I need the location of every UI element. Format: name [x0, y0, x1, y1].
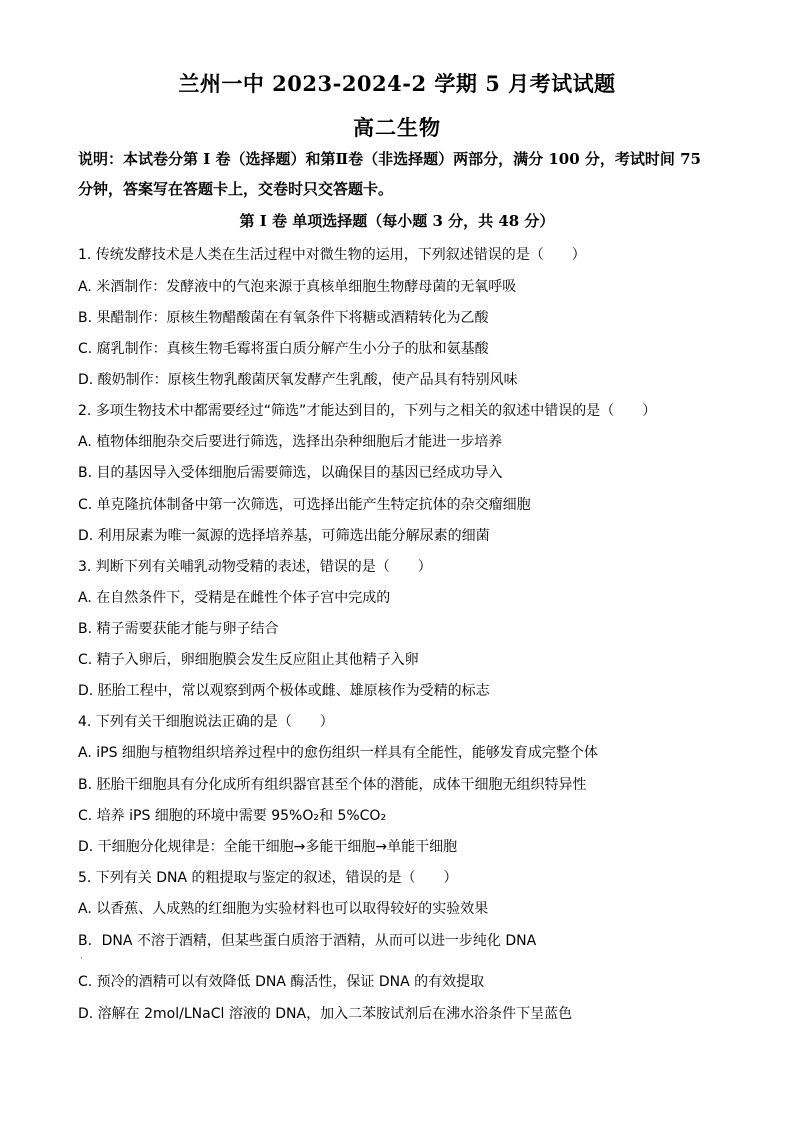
question-4-option-c: C. 培养 iPS 细胞的环境中需要 95%O₂和 5%CO₂: [78, 808, 387, 824]
question-4-option-d: D. 干细胞分化规律是：全能干细胞→多能干细胞→单能干细胞: [78, 839, 458, 855]
question-5-option-b: B．DNA 不溶于酒精，但某些蛋白质溶于酒精，从而可以进一步纯化 DNA: [78, 933, 537, 949]
instructions-line-1: 说明：本试卷分第 I 卷（选择题）和第Ⅱ卷（非选择题）两部分，满分 100 分，考试时间 75: [78, 150, 701, 168]
question-2-option-c: C. 单克隆抗体制备中第一次筛选，可选择出能产生特定抗体的杂交瘤细胞: [78, 497, 531, 513]
question-1-option-a: A. 米酒制作：发酵液中的气泡来源于真核单细胞生物酵母菌的无氧呼吸: [78, 279, 517, 295]
question-3-option-b: B. 精子需要获能才能与卵子结合: [78, 621, 279, 637]
question-3-option-d: D. 胚胎工程中，常以观察到两个极体或雌、雄原核作为受精的标志: [78, 683, 490, 699]
question-5-option-c: C. 预冷的酒精可以有效降低 DNA 酶活性，保证 DNA 的有效提取: [78, 974, 485, 990]
question-4-stem: 4. 下列有关干细胞说法正确的是（ ）: [78, 714, 334, 730]
question-1-option-b: B. 果醋制作：原核生物醋酸菌在有氧条件下将糖或酒精转化为乙酸: [78, 310, 489, 326]
question-2-option-b: B. 目的基因导入受体细胞后需要筛选，以确保目的基因已经成功导入: [78, 465, 503, 481]
question-2-option-a: A. 植物体细胞杂交后要进行筛选，选择出杂种细胞后才能进一步培养: [78, 434, 503, 450]
question-5-stem: 5. 下列有关 DNA 的粗提取与鉴定的叙述，错误的是（ ）: [78, 870, 458, 886]
question-1-stem: 1. 传统发酵技术是人类在生活过程中对微生物的运用，下列叙述错误的是（ ）: [78, 247, 586, 263]
stray-dot: ·: [80, 954, 83, 963]
question-3-option-c: C. 精子入卵后，卵细胞膜会发生反应阻止其他精子入卵: [78, 652, 419, 668]
question-3-stem: 3. 判断下列有关哺乳动物受精的表述，错误的是（ ）: [78, 559, 432, 575]
section-title: 第 I 卷 单项选择题（每小题 3 分，共 48 分）: [239, 212, 555, 230]
question-3-option-a: A. 在自然条件下，受精是在雌性个体子宫中完成的: [78, 590, 391, 606]
question-1-option-d: D. 酸奶制作：原核生物乳酸菌厌氧发酵产生乳酸，使产品具有特别风味: [78, 372, 518, 388]
question-4-option-a: A. iPS 细胞与植物组织培养过程中的愈伤组织一样具有全能性，能够发育成完整个体: [78, 745, 598, 761]
question-4-option-b: B. 胚胎干细胞具有分化成所有组织器官甚至个体的潜能，成体干细胞无组织特异性: [78, 777, 587, 793]
question-1-option-c: C. 腐乳制作：真核生物毛霉将蛋白质分解产生小分子的肽和氨基酸: [78, 341, 489, 357]
question-5-option-d: D. 溶解在 2mol/LNaCl 溶液的 DNA，加入二苯胺试剂后在沸水浴条件下呈蓝色: [78, 1006, 573, 1022]
exam-title: 兰州一中 2023-2024-2 学期 5 月考试试题: [178, 71, 616, 96]
exam-subject: 高二生物: [353, 115, 441, 140]
instructions: [78, 144, 728, 204]
question-2-stem: 2. 多项生物技术中都需要经过“筛选”才能达到目的，下列与之相关的叙述中错误的是（ ）: [78, 403, 657, 419]
instructions-line-2: 分钟，答案写在答题卡上，交卷时只交答题卡。: [78, 180, 394, 198]
question-2-option-d: D. 利用尿素为唯一氮源的选择培养基，可筛选出能分解尿素的细菌: [78, 528, 490, 544]
question-5-option-a: A. 以香蕉、人成熟的红细胞为实验材料也可以取得较好的实验效果: [78, 901, 489, 917]
